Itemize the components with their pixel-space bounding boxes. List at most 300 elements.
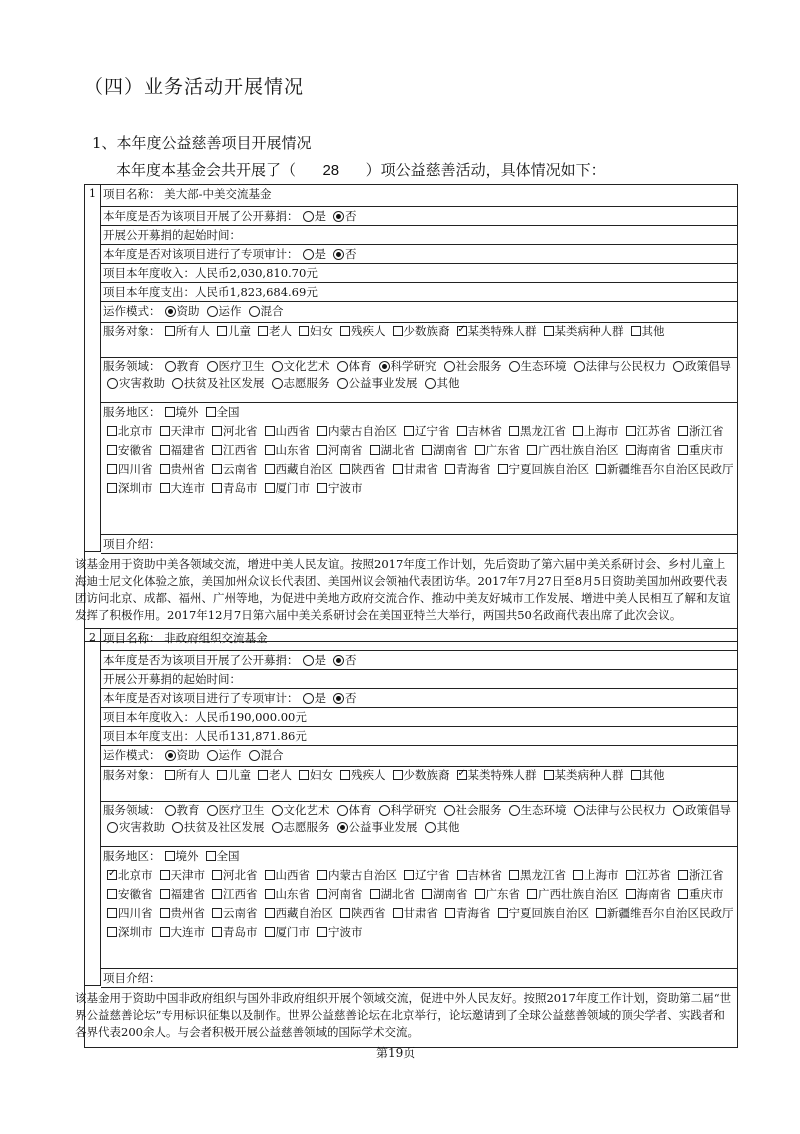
region-option-label: 北京市	[118, 868, 153, 882]
region-option-label: 江西省	[223, 443, 258, 457]
region-option-checkbox[interactable]	[317, 927, 327, 937]
region-option-label: 陕西省	[351, 906, 386, 920]
target-option-label: 所有人	[175, 768, 210, 782]
project-name-row	[101, 629, 737, 651]
mode-option-radio[interactable]	[249, 750, 260, 761]
region-option-label: 北京市	[118, 424, 153, 438]
project-name-value: 美大部-中美交流基金	[164, 187, 272, 201]
field-option-radio[interactable]	[107, 822, 118, 833]
region-option-label: 深圳市	[118, 481, 153, 495]
region-option-checkbox[interactable]	[393, 908, 403, 918]
target-option-checkbox[interactable]	[340, 326, 350, 336]
field-option-label: 体育	[348, 803, 372, 817]
field-option-label: 扶贫及社区发展	[184, 376, 265, 390]
audit-yes-label: 是	[314, 247, 326, 261]
field-option-label: 医疗卫生	[218, 359, 265, 373]
region-option-label: 天津市	[170, 424, 205, 438]
region-option-checkbox[interactable]	[160, 870, 170, 880]
region-option-label: 湖南省	[433, 443, 468, 457]
target-option-label: 少数族裔	[403, 324, 450, 338]
fundraising-start-row	[101, 226, 737, 245]
region-option-label: 云南省	[223, 462, 258, 476]
field-option-radio[interactable]	[337, 378, 348, 389]
region-option-label: 山西省	[275, 424, 310, 438]
field-option-label: 法律与公民权力	[585, 359, 666, 373]
region-option-label: 新疆维吾尔自治区民政厅	[607, 462, 734, 476]
regions-label: 服务地区：	[103, 849, 161, 863]
region-option-checkbox[interactable]	[626, 870, 636, 880]
mode-row	[101, 302, 737, 323]
region-option-checkbox[interactable]	[265, 870, 275, 880]
regions-row	[101, 403, 737, 535]
targets-row	[101, 767, 737, 802]
region-option-checkbox[interactable]	[457, 426, 467, 436]
region-option-checkbox[interactable]	[340, 908, 350, 918]
region-option-checkbox[interactable]	[212, 908, 222, 918]
region-option-label: 贵州省	[170, 906, 205, 920]
region-option-checkbox[interactable]	[165, 851, 175, 861]
field-option-label: 生态环境	[520, 359, 567, 373]
field-option-radio[interactable]	[444, 361, 455, 372]
field-option-radio[interactable]	[272, 378, 283, 389]
region-option-label: 内蒙古自治区	[328, 424, 397, 438]
region-option-label: 重庆市	[689, 887, 724, 901]
audit-yes-radio[interactable]	[303, 249, 314, 260]
region-option-label: 江苏省	[636, 424, 671, 438]
audit-label: 本年度是否对该项目进行了专项审计：	[103, 691, 299, 705]
region-option-checkbox[interactable]	[212, 426, 222, 436]
project-name-label: 项目名称：	[103, 631, 161, 645]
field-option-radio[interactable]	[509, 805, 520, 816]
region-option-checkbox[interactable]	[475, 889, 485, 899]
region-option-checkbox[interactable]	[422, 445, 432, 455]
region-option-checkbox[interactable]	[457, 870, 467, 880]
public-fundraising-row	[101, 207, 737, 226]
region-option-checkbox[interactable]	[107, 445, 117, 455]
region-option-label: 宁夏回族自治区	[508, 462, 589, 476]
field-option-label: 政策倡导	[685, 359, 731, 373]
region-option-label: 甘肃省	[403, 906, 438, 920]
field-option-radio[interactable]	[574, 805, 585, 816]
targets-label: 服务对象：	[103, 768, 161, 782]
target-option-checkbox[interactable]	[393, 326, 403, 336]
field-option-label: 灾害救助	[119, 820, 165, 834]
mode-option-label: 运作	[218, 748, 242, 762]
field-option-radio[interactable]	[574, 361, 585, 372]
income-row	[101, 264, 737, 283]
income-label: 项目本年度收入：	[103, 710, 195, 724]
mode-option-radio[interactable]	[207, 306, 218, 317]
region-option-label: 大连市	[170, 925, 205, 939]
field-option-radio[interactable]	[425, 378, 436, 389]
field-option-radio[interactable]	[207, 361, 218, 372]
region-option-checkbox[interactable]	[160, 483, 170, 493]
region-option-label: 重庆市	[689, 443, 724, 457]
intro-label-row	[101, 969, 737, 988]
target-option-checkbox[interactable]	[258, 326, 268, 336]
region-option-checkbox[interactable]	[498, 908, 508, 918]
target-option-checkbox[interactable]	[457, 326, 467, 336]
mode-option-label: 混合	[260, 304, 284, 318]
region-option-checkbox[interactable]	[265, 445, 275, 455]
target-option-checkbox[interactable]	[299, 326, 309, 336]
audit-row	[101, 689, 737, 708]
fields-label: 服务领域：	[103, 803, 161, 817]
region-option-checkbox[interactable]	[265, 927, 275, 937]
target-option-label: 妇女	[310, 324, 333, 338]
field-option-radio[interactable]	[673, 361, 684, 372]
region-option-label: 陕西省	[351, 462, 386, 476]
section-title: （四）业务活动开展情况	[84, 76, 305, 98]
region-option-checkbox[interactable]	[475, 445, 485, 455]
target-option-checkbox[interactable]	[457, 770, 467, 780]
region-option-label: 青岛市	[223, 925, 258, 939]
region-option-label: 上海市	[584, 424, 619, 438]
summary-prefix: 本年度本基金会共开展了（	[116, 161, 297, 179]
region-option-checkbox[interactable]	[370, 445, 380, 455]
field-option-radio[interactable]	[444, 805, 455, 816]
region-option-checkbox[interactable]	[107, 927, 117, 937]
expense-value: 人民币1,823,684.69元	[195, 285, 318, 299]
region-option-checkbox[interactable]	[165, 407, 175, 417]
region-option-label: 海南省	[636, 887, 671, 901]
mode-row	[101, 746, 737, 767]
region-option-label: 西藏自治区	[275, 906, 333, 920]
field-option-radio[interactable]	[272, 822, 283, 833]
region-option-checkbox[interactable]	[596, 908, 606, 918]
region-option-label: 广东省	[485, 443, 520, 457]
field-option-label: 公益事业发展	[348, 376, 418, 390]
region-option-checkbox[interactable]	[107, 870, 117, 880]
field-option-radio[interactable]	[673, 805, 684, 816]
mode-option-radio[interactable]	[207, 750, 218, 761]
region-option-checkbox[interactable]	[265, 889, 275, 899]
field-option-label: 教育	[176, 803, 200, 817]
region-option-checkbox[interactable]	[445, 908, 455, 918]
project-table	[75, 184, 738, 642]
region-option-checkbox[interactable]	[212, 483, 222, 493]
region-option-label: 辽宁省	[415, 868, 450, 882]
region-option-checkbox[interactable]	[509, 426, 519, 436]
field-option-label: 政策倡导	[685, 803, 731, 817]
region-option-checkbox[interactable]	[678, 426, 688, 436]
mode-label: 运作模式：	[103, 748, 161, 762]
target-option-checkbox[interactable]	[217, 770, 227, 780]
region-option-label: 内蒙古自治区	[328, 868, 397, 882]
region-option-checkbox[interactable]	[678, 889, 688, 899]
target-option-checkbox[interactable]	[217, 326, 227, 336]
fundraising-no-radio[interactable]	[333, 211, 344, 222]
region-option-label: 青海省	[456, 906, 491, 920]
field-option-radio[interactable]	[337, 361, 348, 372]
audit-label: 本年度是否对该项目进行了专项审计：	[103, 247, 299, 261]
field-option-label: 文化艺术	[283, 803, 330, 817]
target-option-label: 残疾人	[351, 324, 386, 338]
project-name-value: 非政府组织交流基金	[164, 631, 268, 645]
region-option-label: 宁夏回族自治区	[508, 906, 589, 920]
region-option-checkbox[interactable]	[160, 426, 170, 436]
target-option-checkbox[interactable]	[393, 770, 403, 780]
region-option-label: 广东省	[485, 887, 520, 901]
region-option-label: 河南省	[328, 887, 363, 901]
region-option-checkbox[interactable]	[265, 464, 275, 474]
mode-label: 运作模式：	[103, 304, 161, 318]
region-option-label: 河北省	[223, 868, 258, 882]
project-name-row	[101, 185, 737, 207]
region-option-label: 安徽省	[118, 887, 153, 901]
region-option-label: 全国	[216, 849, 240, 863]
region-option-checkbox[interactable]	[212, 889, 222, 899]
income-value: 人民币190,000.00元	[195, 710, 307, 724]
income-row	[101, 708, 737, 727]
region-option-label: 广西壮族自治区	[538, 443, 619, 457]
region-option-checkbox[interactable]	[404, 426, 414, 436]
audit-yes-label: 是	[314, 691, 326, 705]
field-option-label: 科学研究	[390, 803, 437, 817]
region-option-checkbox[interactable]	[160, 927, 170, 937]
target-option-checkbox[interactable]	[544, 770, 554, 780]
audit-no-label: 否	[345, 691, 357, 705]
intro-row	[69, 988, 737, 1049]
target-option-label: 儿童	[228, 324, 251, 338]
project-number: 2	[85, 629, 101, 986]
region-option-checkbox[interactable]	[160, 908, 170, 918]
region-option-checkbox[interactable]	[212, 927, 222, 937]
region-option-label: 宁波市	[328, 481, 363, 495]
field-option-label: 体育	[348, 359, 372, 373]
region-option-label: 河北省	[223, 424, 258, 438]
mode-option-radio[interactable]	[165, 750, 176, 761]
fundraising-no-label: 否	[345, 209, 357, 223]
region-option-checkbox[interactable]	[445, 464, 455, 474]
region-option-checkbox[interactable]	[626, 426, 636, 436]
target-option-label: 其他	[641, 768, 665, 782]
region-option-checkbox[interactable]	[370, 889, 380, 899]
field-option-label: 生态环境	[520, 803, 567, 817]
field-option-label: 公益事业发展	[348, 820, 418, 834]
target-option-checkbox[interactable]	[631, 770, 641, 780]
fundraising-yes-radio[interactable]	[303, 211, 314, 222]
region-option-checkbox[interactable]	[317, 426, 327, 436]
field-option-label: 其他	[436, 376, 460, 390]
region-option-checkbox[interactable]	[265, 483, 275, 493]
fundraising-start-label: 开展公开募捐的起始时间：	[103, 672, 241, 686]
target-option-checkbox[interactable]	[165, 326, 175, 336]
region-option-checkbox[interactable]	[212, 870, 222, 880]
region-option-label: 全国	[216, 405, 240, 419]
region-option-checkbox[interactable]	[107, 889, 117, 899]
field-option-radio[interactable]	[379, 361, 390, 372]
mode-option-radio[interactable]	[165, 306, 176, 317]
field-option-label: 志愿服务	[283, 820, 330, 834]
region-option-label: 新疆维吾尔自治区民政厅	[607, 906, 734, 920]
project-table	[75, 628, 738, 1048]
regions-row	[101, 847, 737, 969]
mode-option-label: 资助	[176, 304, 200, 318]
region-option-label: 厦门市	[275, 481, 310, 495]
field-option-label: 志愿服务	[283, 376, 330, 390]
region-option-checkbox[interactable]	[317, 889, 327, 899]
region-option-checkbox[interactable]	[678, 870, 688, 880]
expense-label: 项目本年度支出：	[103, 729, 195, 743]
target-option-label: 某类病种人群	[554, 324, 624, 338]
region-option-label: 福建省	[170, 887, 205, 901]
field-option-label: 法律与公民权力	[585, 803, 666, 817]
region-option-label: 湖北省	[380, 443, 415, 457]
region-option-checkbox[interactable]	[527, 889, 537, 899]
public-fundraising-row	[101, 651, 737, 670]
target-option-label: 少数族裔	[403, 768, 450, 782]
region-option-checkbox[interactable]	[265, 908, 275, 918]
project-intro: 该基金用于资助中美各领域交流，增进中美人民友谊。按照2017年度工作计划，先后资助了第六届中美关系研讨会、乡村儿童上海迪士尼文化体验之旅，美国加州众议长代表团、美国州议会领袖代表团访华。2017年7月27日至8月5日资助美国加州政要代表团访问北京、成都、福州、广州等地，为促进中美地方政府交流合作、推动中美友好城市工作发展、增进中美人民相互了解和友谊发挥了积极作用。2017年12月7日第六届中美关系研讨会在美国亚特兰大举行，两国共50名政商代表出席了此次会议。	[75, 557, 731, 622]
field-option-label: 其他	[436, 820, 460, 834]
field-option-radio[interactable]	[107, 378, 118, 389]
target-option-label: 其他	[641, 324, 665, 338]
region-option-label: 浙江省	[689, 424, 724, 438]
region-option-label: 海南省	[636, 443, 671, 457]
region-option-checkbox[interactable]	[107, 483, 117, 493]
project-intro: 该基金用于资助中国非政府组织与国外非政府组织开展个领域交流，促进中外人民友好。按照2017年度工作计划，资助第二届“世界公益慈善论坛”专用标识征集以及制作。世界公益慈善论坛在北京举行，论坛邀请到了全球公益慈善领域的顶尖学者、实践者和各界代表200余人。与会者积极开展公益慈善领域的国际学术交流。	[75, 991, 732, 1039]
region-option-label: 青岛市	[223, 481, 258, 495]
region-option-checkbox[interactable]	[107, 908, 117, 918]
field-option-radio[interactable]	[337, 822, 348, 833]
region-option-label: 湖北省	[380, 887, 415, 901]
region-option-checkbox[interactable]	[160, 889, 170, 899]
mode-option-label: 混合	[260, 748, 284, 762]
fields-row	[101, 802, 737, 847]
field-option-radio[interactable]	[272, 361, 283, 372]
region-option-label: 贵州省	[170, 462, 205, 476]
region-option-label: 河南省	[328, 443, 363, 457]
field-option-radio[interactable]	[425, 822, 436, 833]
region-option-checkbox[interactable]	[573, 426, 583, 436]
fundraising-yes-radio[interactable]	[303, 655, 314, 666]
field-option-label: 社会服务	[455, 803, 502, 817]
field-option-radio[interactable]	[509, 361, 520, 372]
fundraising-no-radio[interactable]	[333, 655, 344, 666]
region-option-checkbox[interactable]	[317, 483, 327, 493]
income-label: 项目本年度收入：	[103, 266, 195, 280]
fundraising-yes-label: 是	[314, 653, 326, 667]
region-option-label: 湖南省	[433, 887, 468, 901]
project-number: 1	[85, 185, 101, 552]
region-option-checkbox[interactable]	[160, 464, 170, 474]
target-option-checkbox[interactable]	[631, 326, 641, 336]
field-option-radio[interactable]	[207, 805, 218, 816]
region-option-checkbox[interactable]	[422, 889, 432, 899]
target-option-label: 妇女	[310, 768, 333, 782]
field-option-radio[interactable]	[172, 822, 183, 833]
target-option-checkbox[interactable]	[544, 326, 554, 336]
region-option-label: 境外	[175, 405, 199, 419]
field-option-radio[interactable]	[172, 378, 183, 389]
field-option-label: 扶贫及社区发展	[184, 820, 265, 834]
region-option-label: 吉林省	[467, 868, 502, 882]
field-option-label: 文化艺术	[283, 359, 330, 373]
field-option-label: 灾害救助	[119, 376, 165, 390]
region-option-checkbox[interactable]	[160, 445, 170, 455]
region-option-label: 山西省	[275, 868, 310, 882]
region-option-checkbox[interactable]	[404, 870, 414, 880]
region-option-checkbox[interactable]	[206, 407, 216, 417]
audit-no-radio[interactable]	[333, 693, 344, 704]
public-fundraising-label: 本年度是否为该项目开展了公开募捐：	[103, 209, 299, 223]
field-option-radio[interactable]	[337, 805, 348, 816]
summary-line	[116, 159, 606, 180]
target-option-label: 某类病种人群	[554, 768, 624, 782]
region-option-checkbox[interactable]	[393, 464, 403, 474]
region-option-checkbox[interactable]	[107, 464, 117, 474]
region-option-label: 上海市	[584, 868, 619, 882]
fundraising-start-row	[101, 670, 737, 689]
region-option-label: 四川省	[118, 906, 153, 920]
region-option-checkbox[interactable]	[498, 464, 508, 474]
region-option-checkbox[interactable]	[212, 464, 222, 474]
region-option-label: 境外	[175, 849, 199, 863]
summary-suffix: ）项公益慈善活动，具体情况如下：	[365, 161, 606, 179]
region-option-checkbox[interactable]	[573, 870, 583, 880]
region-option-checkbox[interactable]	[509, 870, 519, 880]
field-option-radio[interactable]	[165, 361, 176, 372]
target-option-checkbox[interactable]	[258, 770, 268, 780]
expense-label: 项目本年度支出：	[103, 285, 195, 299]
project-name-label: 项目名称：	[103, 187, 161, 201]
field-option-radio[interactable]	[272, 805, 283, 816]
mode-option-label: 运作	[218, 304, 242, 318]
audit-no-radio[interactable]	[333, 249, 344, 260]
region-option-label: 浙江省	[689, 868, 724, 882]
target-option-checkbox[interactable]	[340, 770, 350, 780]
field-option-label: 医疗卫生	[218, 803, 265, 817]
region-option-checkbox[interactable]	[340, 464, 350, 474]
region-option-label: 山东省	[275, 443, 310, 457]
field-option-radio[interactable]	[165, 805, 176, 816]
region-option-checkbox[interactable]	[626, 445, 636, 455]
target-option-checkbox[interactable]	[299, 770, 309, 780]
field-option-label: 科学研究	[390, 359, 437, 373]
region-option-checkbox[interactable]	[596, 464, 606, 474]
region-option-checkbox[interactable]	[265, 426, 275, 436]
region-option-checkbox[interactable]	[678, 445, 688, 455]
target-option-label: 老人	[269, 768, 292, 782]
fundraising-yes-label: 是	[314, 209, 326, 223]
region-option-label: 青海省	[456, 462, 491, 476]
intro-label-row	[101, 535, 737, 554]
region-option-checkbox[interactable]	[212, 445, 222, 455]
activity-count: 28	[322, 162, 340, 179]
region-option-checkbox[interactable]	[206, 851, 216, 861]
region-option-label: 天津市	[170, 868, 205, 882]
mode-option-radio[interactable]	[249, 306, 260, 317]
field-option-radio[interactable]	[379, 805, 390, 816]
target-option-label: 某类特殊人群	[467, 768, 537, 782]
region-option-checkbox[interactable]	[527, 445, 537, 455]
target-option-checkbox[interactable]	[165, 770, 175, 780]
region-option-label: 黑龙江省	[520, 424, 566, 438]
target-option-label: 某类特殊人群	[467, 324, 537, 338]
audit-yes-radio[interactable]	[303, 693, 314, 704]
region-option-label: 宁波市	[328, 925, 363, 939]
region-option-label: 福建省	[170, 443, 205, 457]
region-option-label: 辽宁省	[415, 424, 450, 438]
region-option-checkbox[interactable]	[107, 426, 117, 436]
public-fundraising-label: 本年度是否为该项目开展了公开募捐：	[103, 653, 299, 667]
region-option-label: 江苏省	[636, 868, 671, 882]
expense-value: 人民币131,871.86元	[195, 729, 307, 743]
region-option-checkbox[interactable]	[317, 445, 327, 455]
region-option-checkbox[interactable]	[626, 889, 636, 899]
region-option-checkbox[interactable]	[317, 870, 327, 880]
